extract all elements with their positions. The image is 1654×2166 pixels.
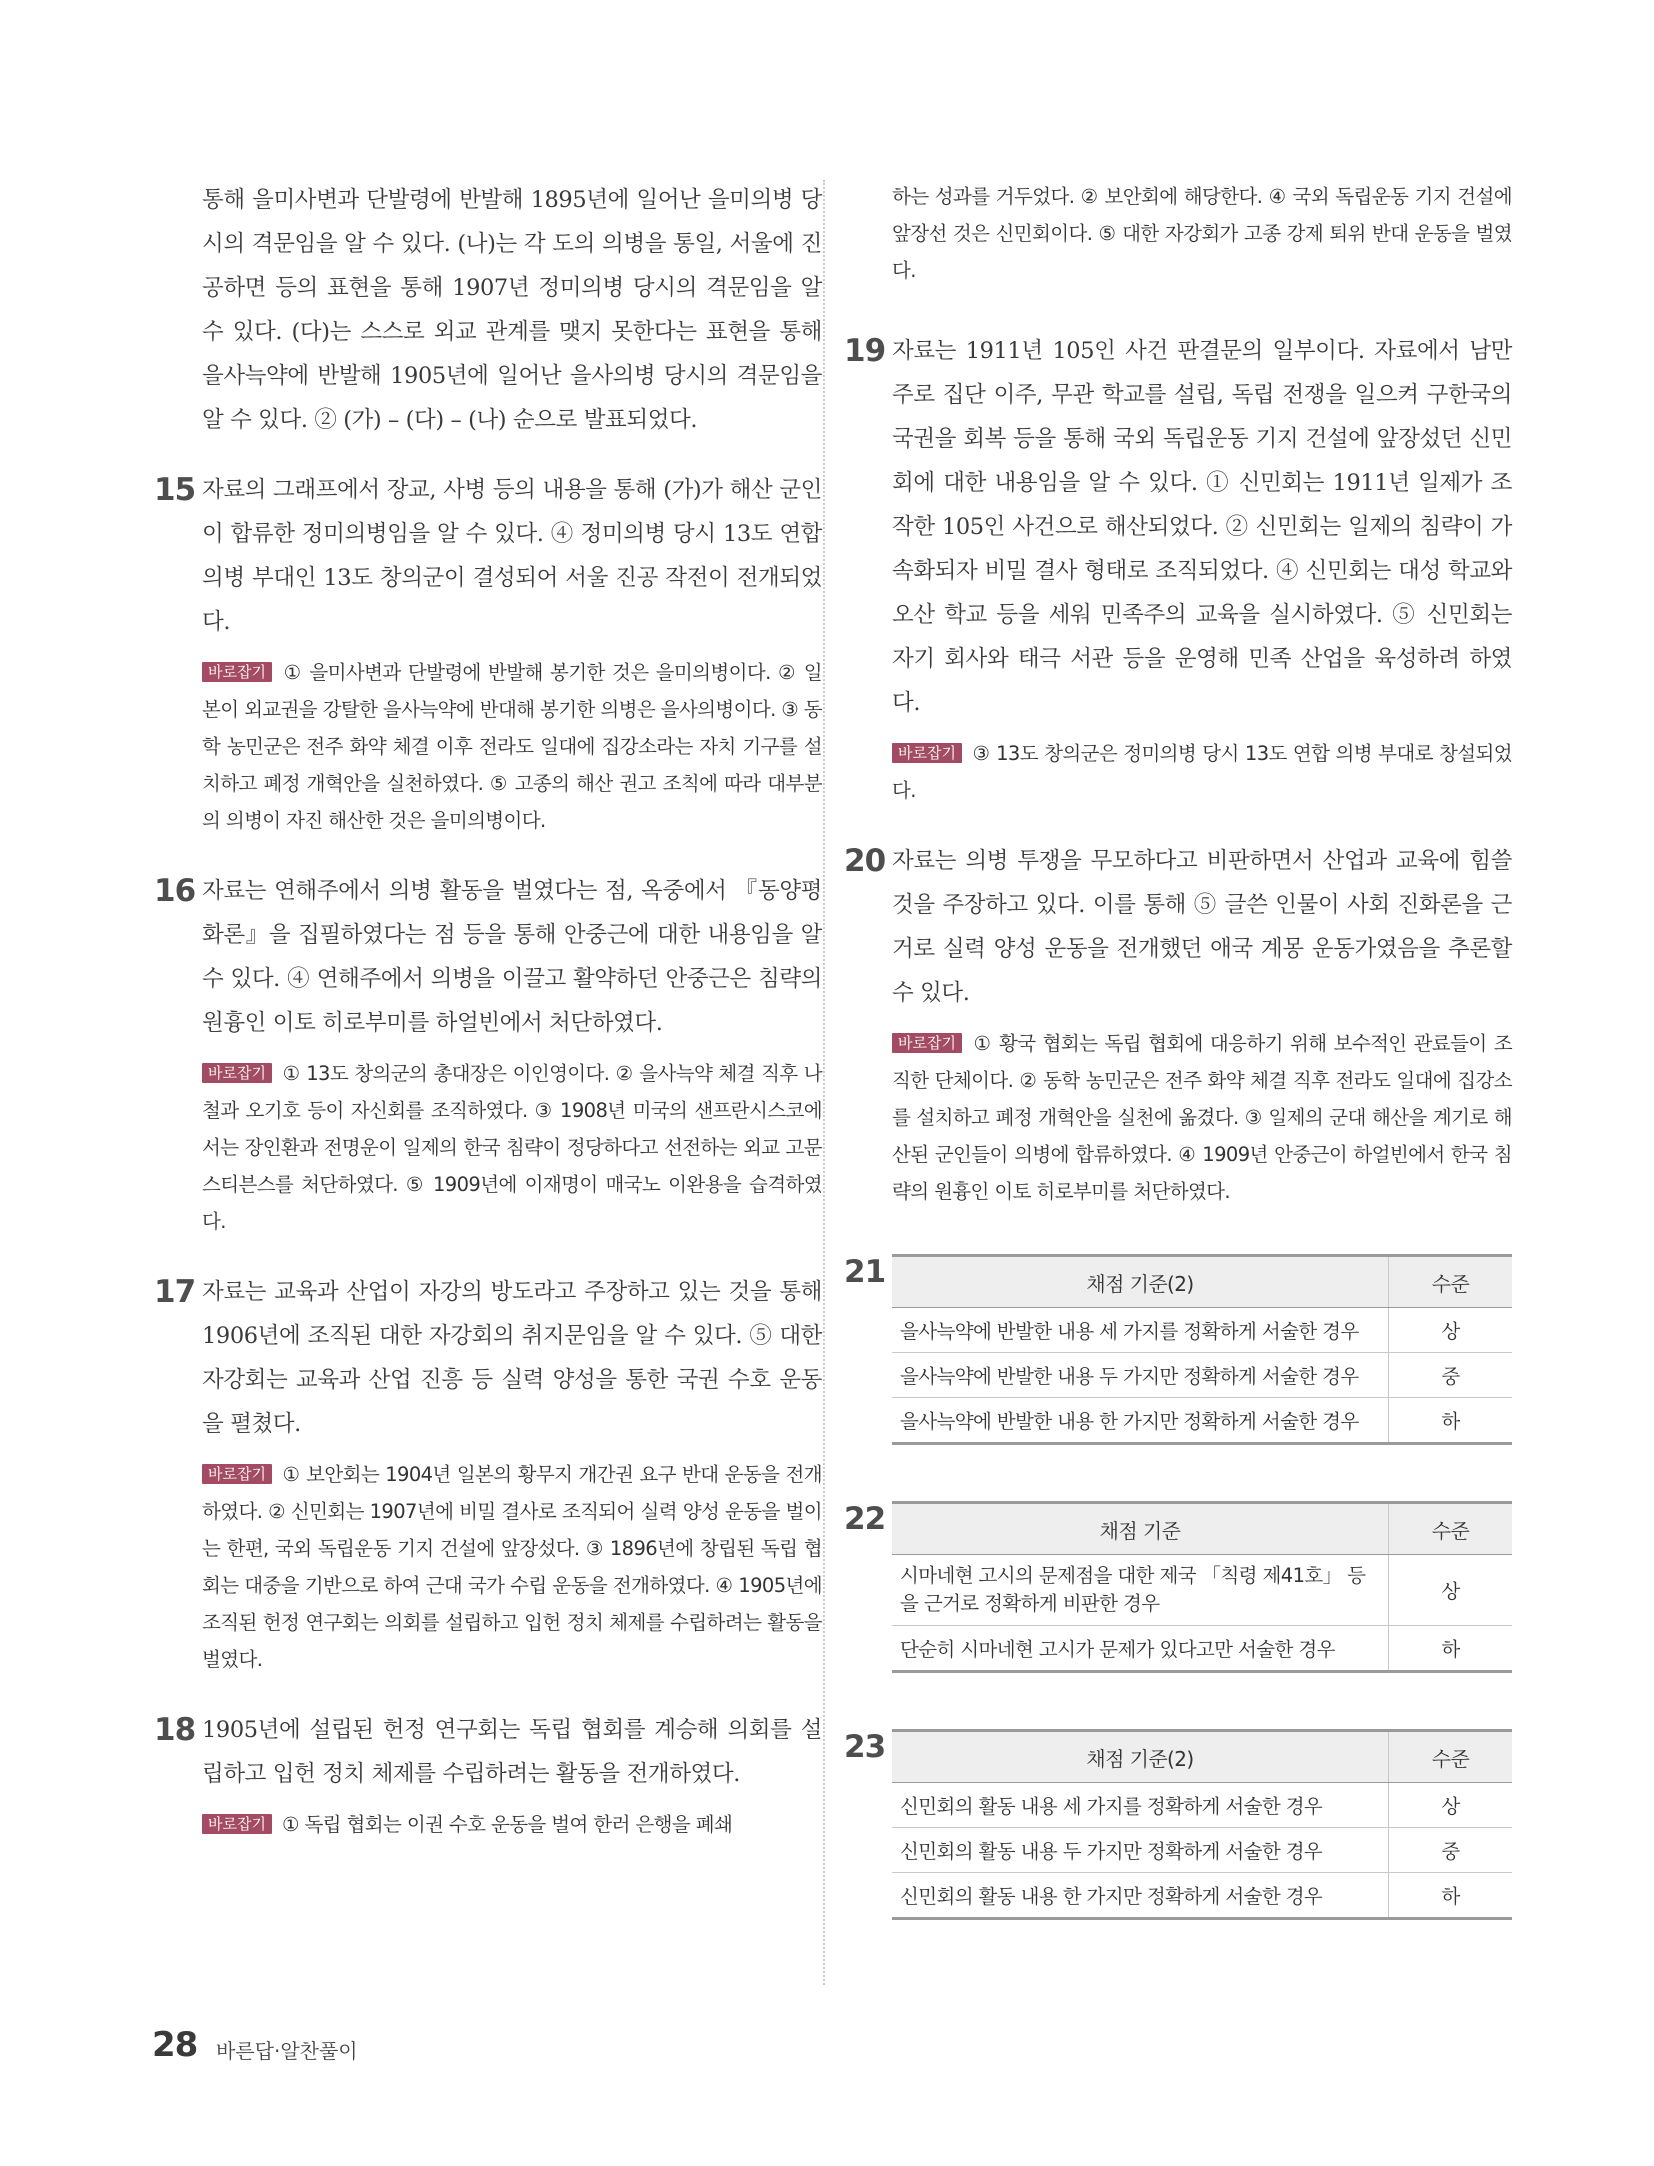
- page-number: 28: [152, 2025, 198, 2065]
- continued-explanation: [202, 178, 822, 442]
- level-header: 수준: [1389, 1256, 1513, 1308]
- level-cell: 상: [1389, 1783, 1513, 1828]
- answer-16: [154, 869, 823, 1240]
- correction-badge: 바로잡기: [202, 1814, 272, 1834]
- correction-text: 하는 성과를 거두었다. ② 보안회에 해당한다. ④ 국외 독립운동 기지 건설에 앞장선 것은 신민회이다. ⑤ 대한 자강회가 고종 강제 퇴위 반대 운동을 벌였다.: [892, 185, 1512, 282]
- scoring-table: [892, 1501, 1512, 1673]
- table-row: [892, 1828, 1512, 1873]
- table-row: [892, 1873, 1512, 1919]
- level-cell: 상: [1389, 1555, 1513, 1626]
- question-number: 18: [154, 1712, 196, 1748]
- answer-17: [154, 1270, 822, 1678]
- explanation-text: 자료는 1911년 105인 사건 판결문의 일부이다. 자료에서 남만주로 집단 이주, 무관 학교를 설립, 독립 전쟁을 일으켜 구한국의 국권을 회복 등을 통해 국외 독립운동 기지 건설에 앞장섰던 신민회에 대한 내용임을 알 수 있다. ① 신민회는 1911년 일제가 조작한 105인 사건으로 해산되었다. ② 신민회는 일제의 침략이 가속화되자 비밀 결사 형태로 조직되었다. ④ 신민회는 대성 학교와 오산 학교 등을 세워 민족주의 교육을 실시하였다. ⑤ 신민회는 자기 회사와 태극 서관 등을 운영해 민족 산업을 육성하려 하였다.: [892, 338, 1512, 716]
- criteria-header: 채점 기준(2): [892, 1256, 1389, 1308]
- correction-note: [202, 654, 822, 839]
- criteria-cell: 을사늑약에 반발한 내용 한 가지만 정확하게 서술한 경우: [892, 1398, 1389, 1444]
- correction-note: [202, 1055, 822, 1240]
- correction-text: ① 을미사변과 단발령에 반발해 봉기한 것은 을미의병이다. ② 일본이 외교권을 강탈한 을사늑약에 반대해 봉기한 의병은 을사의병이다. ③ 동학 농민군은 전주 화약 체결 이후 전라도 일대에 집강소라는 자치 기구를 설치하고 폐정 개혁안을 실천하였다. ⑤ 고종의 해산 권고 조칙에 따라 대부분의 의병이 자진 해산한 것은 을미의병이다.: [202, 661, 822, 832]
- table-row: [892, 1555, 1512, 1626]
- correction-badge: 바로잡기: [892, 743, 962, 763]
- question-number: 21: [844, 1254, 886, 1290]
- level-cell: 상: [1389, 1308, 1513, 1353]
- correction-text: ① 독립 협회는 이권 수호 운동을 벌여 한러 은행을 폐쇄: [281, 1813, 733, 1836]
- table-header-row: [892, 1731, 1512, 1783]
- criteria-cell: 신민회의 활동 내용 세 가지를 정확하게 서술한 경우: [892, 1783, 1389, 1828]
- level-header: 수준: [1389, 1731, 1513, 1783]
- criteria-cell: 신민회의 활동 내용 두 가지만 정확하게 서술한 경우: [892, 1828, 1389, 1873]
- answer-20: [844, 839, 1512, 1210]
- correction-badge: 바로잡기: [202, 662, 272, 682]
- table-row: [892, 1308, 1512, 1353]
- correction-text: ① 황국 협회는 독립 협회에 대응하기 위해 보수적인 관료들이 조직한 단체이다. ② 동학 농민군은 전주 화약 체결 직후 전라도 일대에 집강소를 설치하고 폐정 개혁안을 실천에 옮겼다. ③ 일제의 군대 해산을 계기로 해산된 군인들이 의병에 합류하였다. ④ 1909년 안중근이 하얼빈에서 한국 침략의 원흉인 이토 히로부미를 처단하였다.: [892, 1032, 1512, 1203]
- level-cell: 하: [1389, 1398, 1513, 1444]
- level-cell: 하: [1389, 1873, 1513, 1919]
- question-number: 16: [154, 873, 196, 909]
- table-header-row: [892, 1503, 1512, 1555]
- continued-correction: [892, 178, 1512, 289]
- table-row: [892, 1783, 1512, 1828]
- answer-15: [154, 468, 822, 839]
- correction-note: [202, 1456, 822, 1678]
- explanation-text: 자료는 연해주에서 의병 활동을 벌였다는 점, 옥중에서 『동양평화론』을 집필하였다는 점 등을 통해 안중근에 대한 내용임을 알 수 있다. ④ 연해주에서 의병을 이끌고 활약하던 안중근은 침략의 원흉인 이토 히로부미를 하얼빈에서 처단하였다.: [202, 878, 822, 1036]
- level-cell: 하: [1389, 1626, 1513, 1672]
- correction-badge: 바로잡기: [202, 1063, 272, 1083]
- question-number: 23: [844, 1729, 886, 1765]
- level-header: 수준: [1389, 1503, 1513, 1555]
- criteria-header: 채점 기준(2): [892, 1731, 1389, 1783]
- explanation-text: 자료는 의병 투쟁을 무모하다고 비판하면서 산업과 교육에 힘쓸 것을 주장하고 있다. 이를 통해 ⑤ 글쓴 인물이 사회 진화론을 근거로 실력 양성 운동을 전개했던 애국 계몽 운동가였음을 추론할 수 있다.: [892, 848, 1512, 1006]
- answer-19: [844, 329, 1512, 809]
- question-number: 19: [844, 333, 886, 369]
- question-number: 17: [154, 1274, 196, 1310]
- criteria-cell: 시마네현 고시의 문제점을 대한 제국 「칙령 제41호」 등을 근거로 정확하게 비판한 경우: [892, 1555, 1389, 1626]
- scoring-table: [892, 1254, 1512, 1445]
- correction-text: ① 보안회는 1904년 일본의 황무지 개간권 요구 반대 운동을 전개하였다. ② 신민회는 1907년에 비밀 결사로 조직되어 실력 양성 운동을 벌이는 한편, 국외 독립운동 기지 건설에 앞장섰다. ③ 1896년에 창립된 독립 협회는 대중을 기반으로 하여 근대 국가 수립 운동을 전개하였다. ④ 1905년에 조직된 헌정 연구회는 의회를 설립하고 입헌 정치 체제를 수립하려는 활동을 벌였다.: [202, 1463, 822, 1671]
- level-cell: 중: [1389, 1828, 1513, 1873]
- correction-note: [892, 1025, 1512, 1210]
- column-divider: [823, 180, 825, 1985]
- level-cell: 중: [1389, 1353, 1513, 1398]
- criteria-cell: 을사늑약에 반발한 내용 세 가지를 정확하게 서술한 경우: [892, 1308, 1389, 1353]
- criteria-header: 채점 기준: [892, 1503, 1389, 1555]
- table-header-row: [892, 1256, 1512, 1308]
- criteria-cell: 신민회의 활동 내용 한 가지만 정확하게 서술한 경우: [892, 1873, 1389, 1919]
- correction-note: [202, 1806, 822, 1843]
- table-row: [892, 1626, 1512, 1672]
- answer-21: [844, 1254, 1512, 1445]
- answer-22: [844, 1501, 1512, 1673]
- left-column: [154, 178, 823, 1843]
- table-row: [892, 1398, 1512, 1444]
- criteria-cell: 을사늑약에 반발한 내용 두 가지만 정확하게 서술한 경우: [892, 1353, 1389, 1398]
- correction-note: [892, 735, 1512, 809]
- footer-label: 바른답·알찬풀이: [216, 2039, 358, 2063]
- answer-18: [154, 1708, 822, 1843]
- criteria-cell: 단순히 시마네현 고시가 문제가 있다고만 서술한 경우: [892, 1626, 1389, 1672]
- right-column: [844, 178, 1512, 1920]
- question-number: 15: [154, 472, 196, 508]
- question-number: 22: [844, 1501, 886, 1537]
- table-row: [892, 1353, 1512, 1398]
- correction-badge: 바로잡기: [892, 1033, 962, 1053]
- answer-23: [844, 1729, 1512, 1920]
- correction-text: ③ 13도 창의군은 정미의병 당시 13도 연합 의병 부대로 창설되었다.: [892, 742, 1512, 802]
- correction-badge: 바로잡기: [202, 1464, 272, 1484]
- explanation-text: 자료는 교육과 산업이 자강의 방도라고 주장하고 있는 것을 통해 1906년에 조직된 대한 자강회의 취지문임을 알 수 있다. ⑤ 대한 자강회는 교육과 산업 진흥 등 실력 양성을 통한 국권 수호 운동을 펼쳤다.: [202, 1279, 822, 1437]
- explanation-text: 통해 을미사변과 단발령에 반발해 1895년에 일어난 을미의병 당시의 격문임을 알 수 있다. (나)는 각 도의 의병을 통일, 서울에 진공하면 등의 표현을 통해 1907년 정미의병 당시의 격문임을 알 수 있다. (다)는 스스로 외교 관계를 맺지 못한다는 표현을 통해 을사늑약에 반발해 1905년에 일어난 을사의병 당시의 격문임을 알 수 있다. ② (가) – (다) – (나) 순으로 발표되었다.: [202, 187, 822, 433]
- explanation-text: 1905년에 설립된 헌정 연구회는 독립 협회를 계승해 의회를 설립하고 입헌 정치 체제를 수립하려는 활동을 전개하였다.: [202, 1717, 822, 1787]
- scoring-table: [892, 1729, 1512, 1920]
- explanation-text: 자료의 그래프에서 장교, 사병 등의 내용을 통해 (가)가 해산 군인이 합류한 정미의병임을 알 수 있다. ④ 정미의병 당시 13도 연합 의병 부대인 13도 창의군이 결성되어 서울 진공 작전이 전개되었다.: [202, 477, 822, 635]
- question-number: 20: [844, 843, 886, 879]
- correction-text: ① 13도 창의군의 총대장은 이인영이다. ② 을사늑약 체결 직후 나철과 오기호 등이 자신회를 조직하였다. ③ 1908년 미국의 샌프란시스코에서는 장인환과 전명운이 일제의 한국 침략이 정당하다고 선전하는 외교 고문 스티븐스를 처단하였다. ⑤ 1909년에 이재명이 매국노 이완용을 습격하였다.: [202, 1062, 823, 1233]
